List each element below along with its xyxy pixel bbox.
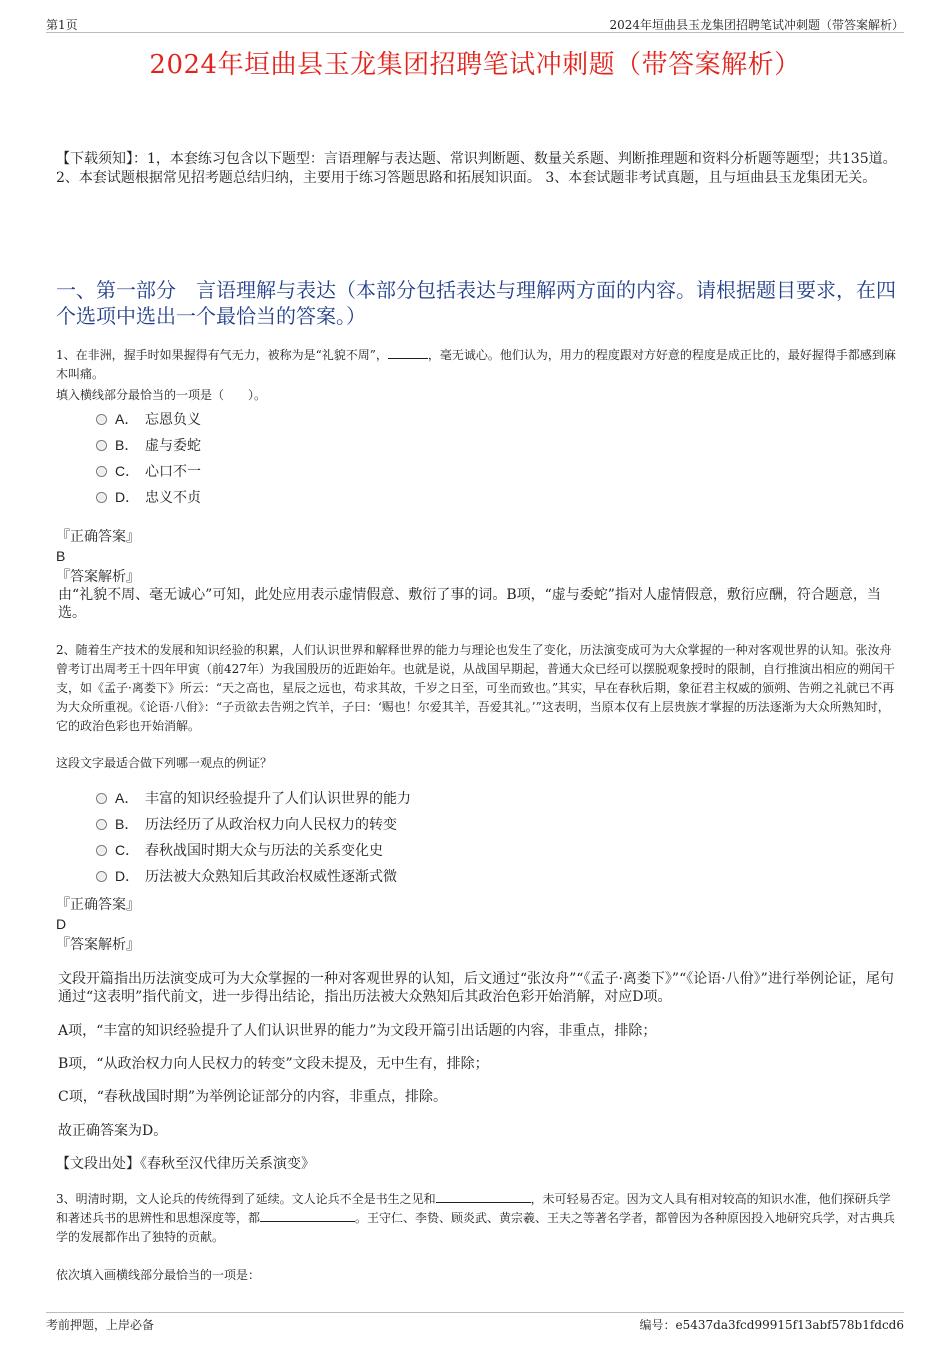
header-doc-title: 2024年垣曲县玉龙集团招聘笔试冲刺题（带答案解析） (609, 18, 904, 32)
q1-option-d[interactable] (96, 487, 201, 507)
option-label: B． (115, 437, 139, 453)
option-text: 心口不一 (145, 464, 201, 480)
q1-option-b[interactable] (96, 435, 201, 455)
q1-answer-title: 『正确答案』 (56, 529, 140, 545)
radio-icon[interactable] (96, 414, 107, 425)
q3-stem-part-c: 。王守仁、李贽、顾炎武、黄宗羲、王夫之等著名学者，都曾因为各种原因投入地研究兵学，对古典兵学的发展都作出了独特的贡献。 (56, 1211, 896, 1244)
q2-analysis-p1: 文段开篇指出历法演变成可为大众掌握的一种对客观世界的认知，后文通过“张汝舟”“《孟子·离娄下》”“《论语·八佾》”进行举例论证，尾句通过“这表明”指代前文，进一步得出结论，指出历法被大众熟知后其政治色彩开始消解，对应D项。 (58, 971, 894, 1005)
option-label: A． (115, 411, 139, 427)
option-text: 历法经历了从政治权力向人民权力的转变 (145, 817, 397, 833)
q2-analysis-p3: B项，“从政治权力向人民权力的转变”文段未提及，无中生有，排除； (58, 1056, 489, 1072)
option-label: C． (115, 463, 140, 479)
document-title: 2024年垣曲县玉龙集团招聘笔试冲刺题（带答案解析） (149, 50, 801, 80)
q2-answer-title: 『正确答案』 (56, 897, 140, 913)
option-label: A． (115, 790, 139, 806)
option-text: 历法被大众熟知后其政治权威性逐渐式微 (145, 869, 397, 885)
option-text: 虚与委蛇 (145, 438, 201, 454)
q1-stem-part-b: ，毫无诚心。他们认为，用力的程度跟对方好意的程度是成正比的，最好握得手都感到麻木叫痛。 (56, 348, 896, 381)
q2-answer: D (56, 916, 67, 932)
option-text: 忠义不贞 (145, 490, 201, 506)
option-text: 春秋战国时期大众与历法的关系变化史 (145, 843, 383, 859)
q1-blank (388, 346, 428, 359)
page-number: 第1页 (46, 18, 78, 32)
q1-option-a[interactable] (96, 409, 201, 429)
footer-doc-id: 编号：e5437da3fcd99915f13abf578b1fdcd6 (639, 1318, 904, 1332)
radio-icon[interactable] (96, 440, 107, 451)
q1-analysis-title: 『答案解析』 (56, 569, 140, 585)
q3-stem-part-a: 3、明清时期，文人论兵的传统得到了延续。文人论兵不全是书生之见和 (56, 1192, 436, 1206)
q2-source: 【文段出处】《春秋至汉代律历关系演变》 (56, 1156, 315, 1172)
radio-icon[interactable] (96, 793, 107, 804)
question-2-ask: 这段文字最适合做下列哪一观点的例证？ (56, 756, 273, 770)
footer-slogan: 考前押题，上岸必备 (46, 1318, 155, 1332)
q3-blank-1 (436, 1190, 531, 1203)
option-label: D． (115, 868, 140, 884)
option-text: 忘恩负义 (145, 412, 201, 428)
radio-icon[interactable] (96, 871, 107, 882)
download-notice: 【下载须知】：1，本套练习包含以下题型：言语理解与表达题、常识判断题、数量关系题、判断推理题和资料分析题等题型；共135道。 2、本套试题根据常见招考题总结归纳，主要用于练习答题思路和拓展知识面。 3、本套试题非考试真题，且与垣曲县玉龙集团无关。 (56, 151, 897, 186)
q1-analysis: 由“礼貌不周、毫无诚心”可知，此处应用表示虚情假意、敷衍了事的词。B项，“虚与委蛇”指对人虚情假意，敷衍应酬，符合题意，当选。 (58, 587, 881, 621)
question-2-stem: 2、随着生产技术的发展和知识经验的积累，人们认识世界和解释世界的能力与理论也发生了变化，历法演变成可为大众掌握的一种对客观世界的认知。张汝舟曾考订出周考王十四年甲寅（前427年）为我国殷历的近距始年。也就是说，从战国早期起，普通大众已经可以摆脱观象授时的限制，自行推演出相应的朔闰干支，如《孟子·离娄下》所云：“天之高也，星辰之远也，苟求其故，千岁之日至，可坐而致也。”其实，早在春秋后期，象征君主权威的颁朔、告朔之礼就已不再为大众所重视。《论语·八佾》：“子贡欲去告朔之饩羊，子曰：‘赐也！尔爱其羊，吾爱其礼。’”这表明，当原本仅有上层贵族才掌握的历法逐渐为大众所熟知时，它的政治色彩也开始消解。 (56, 643, 895, 733)
page-footer (46, 1312, 904, 1331)
question-1-stem (56, 346, 898, 384)
q2-analysis-p4: C项，“春秋战国时期”为举例论证部分的内容，非重点，排除。 (58, 1089, 448, 1105)
radio-icon[interactable] (96, 845, 107, 856)
option-label: B． (115, 816, 139, 832)
q2-option-c[interactable] (96, 840, 383, 860)
question-3-ask: 依次填入画横线部分最恰当的一项是： (56, 1268, 261, 1282)
section-title: 一、第一部分 言语理解与表达（本部分包括表达与理解两方面的内容。请根据题目要求，在四个选项中选出一个最恰当的答案。） (56, 278, 896, 328)
q1-option-c[interactable] (96, 461, 201, 481)
question-3-stem (56, 1190, 898, 1247)
q2-option-d[interactable] (96, 866, 397, 886)
question-1-ask: 填入横线部分最恰当的一项是（ ）。 (56, 388, 267, 402)
radio-icon[interactable] (96, 466, 107, 477)
q2-analysis-title: 『答案解析』 (56, 937, 140, 953)
q1-stem-part-a: 1、在非洲，握手时如果握得有气无力，被称为是“礼貌不周”， (56, 348, 388, 362)
q3-stem-part-b: ，未可轻易否定。因为文人具有相对较高的知识水准，他们探研兵学和著述兵书的思辨性和思想深度等，都 (56, 1192, 891, 1225)
q3-blank-2 (260, 1209, 355, 1222)
page-header (46, 14, 904, 33)
radio-icon[interactable] (96, 492, 107, 503)
option-label: C． (115, 842, 140, 858)
q1-answer: B (56, 548, 66, 564)
q2-option-a[interactable] (96, 788, 411, 808)
option-label: D． (115, 489, 140, 505)
q2-option-b[interactable] (96, 814, 397, 834)
option-text: 丰富的知识经验提升了人们认识世界的能力 (145, 791, 411, 807)
q2-analysis-p5: 故正确答案为D。 (58, 1123, 168, 1139)
q2-analysis-p2: A项，“丰富的知识经验提升了人们认识世界的能力”为文段开篇引出话题的内容，非重点，排除； (58, 1023, 657, 1039)
radio-icon[interactable] (96, 819, 107, 830)
